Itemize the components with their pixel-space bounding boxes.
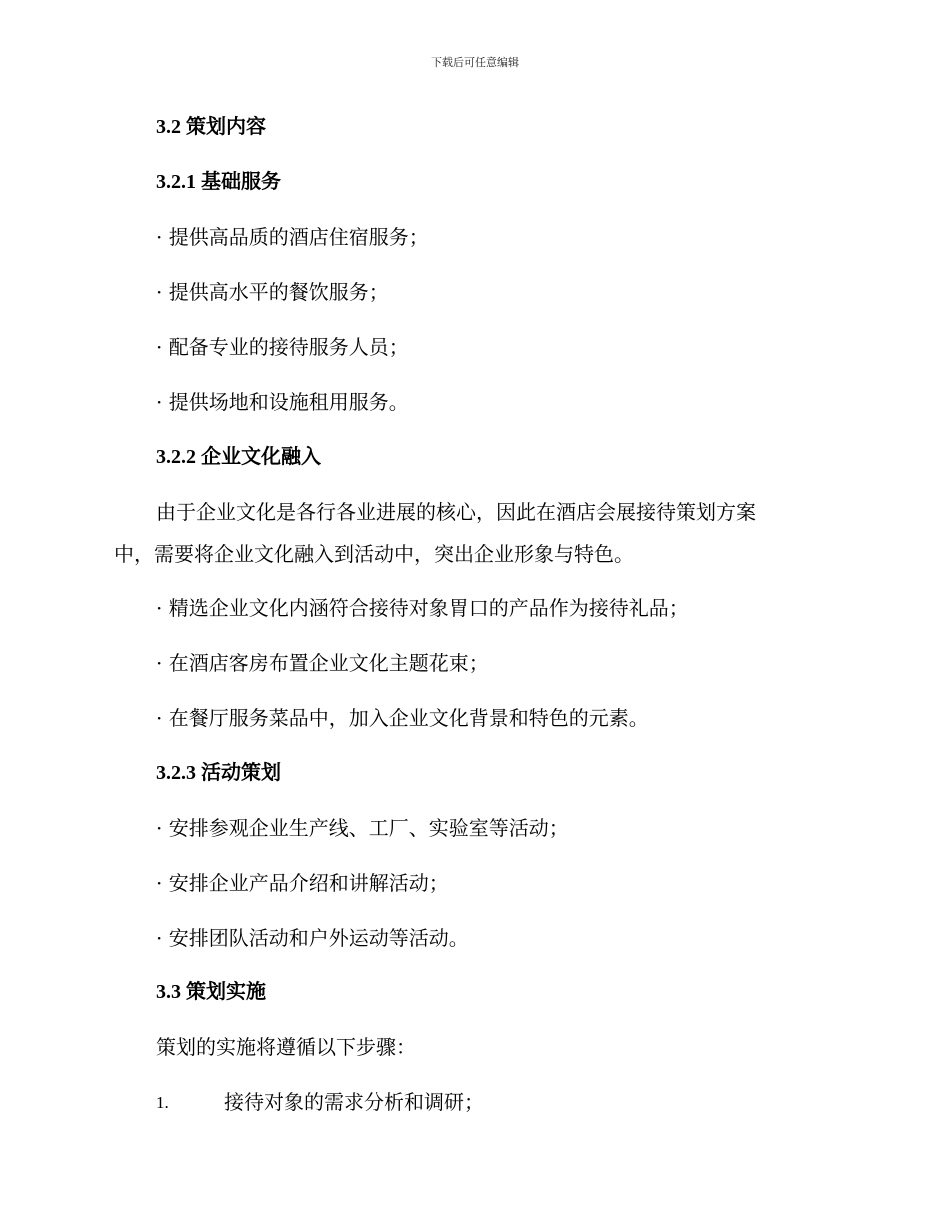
list-item: · 配备专业的接待服务人员； <box>156 335 409 359</box>
list-item: · 安排参观企业生产线、工厂、实验室等活动； <box>156 816 569 840</box>
paragraph-line-2: 中，需要将企业文化融入到活动中，突出企业形象与特色。 <box>114 542 634 566</box>
step-number: 1. <box>156 1093 169 1112</box>
section-3-2-heading: 3.2 策划内容 <box>156 116 266 138</box>
list-item: · 安排团队活动和户外运动等活动。 <box>156 926 469 950</box>
section-3-2-2-heading: 3.2.2 企业文化融入 <box>156 446 321 468</box>
list-item: · 在餐厅服务菜品中，加入企业文化背景和特色的元素。 <box>156 706 649 730</box>
list-item: · 提供场地和设施租用服务。 <box>156 390 409 414</box>
step-text: 接待对象的需求分析和调研； <box>224 1090 484 1114</box>
section-3-2-3-heading: 3.2.3 活动策划 <box>156 762 281 784</box>
section-3-2-1-heading: 3.2.1 基础服务 <box>156 171 281 193</box>
list-item: · 提供高水平的餐饮服务； <box>156 280 389 304</box>
section-3-3-intro: 策划的实施将遵循以下步骤： <box>156 1035 416 1059</box>
section-3-3-heading: 3.3 策划实施 <box>156 981 266 1003</box>
list-item: · 安排企业产品介绍和讲解活动； <box>156 871 449 895</box>
list-item: · 在酒店客房布置企业文化主题花束； <box>156 651 489 675</box>
paragraph-line-1: 由于企业文化是各行各业进展的核心，因此在酒店会展接待策划方案 <box>156 500 756 524</box>
list-item: · 精选企业文化内涵符合接待对象胃口的产品作为接待礼品； <box>156 596 689 620</box>
list-item: · 提供高品质的酒店住宿服务； <box>156 225 429 249</box>
page-header-note: 下载后可任意编辑 <box>431 56 519 69</box>
